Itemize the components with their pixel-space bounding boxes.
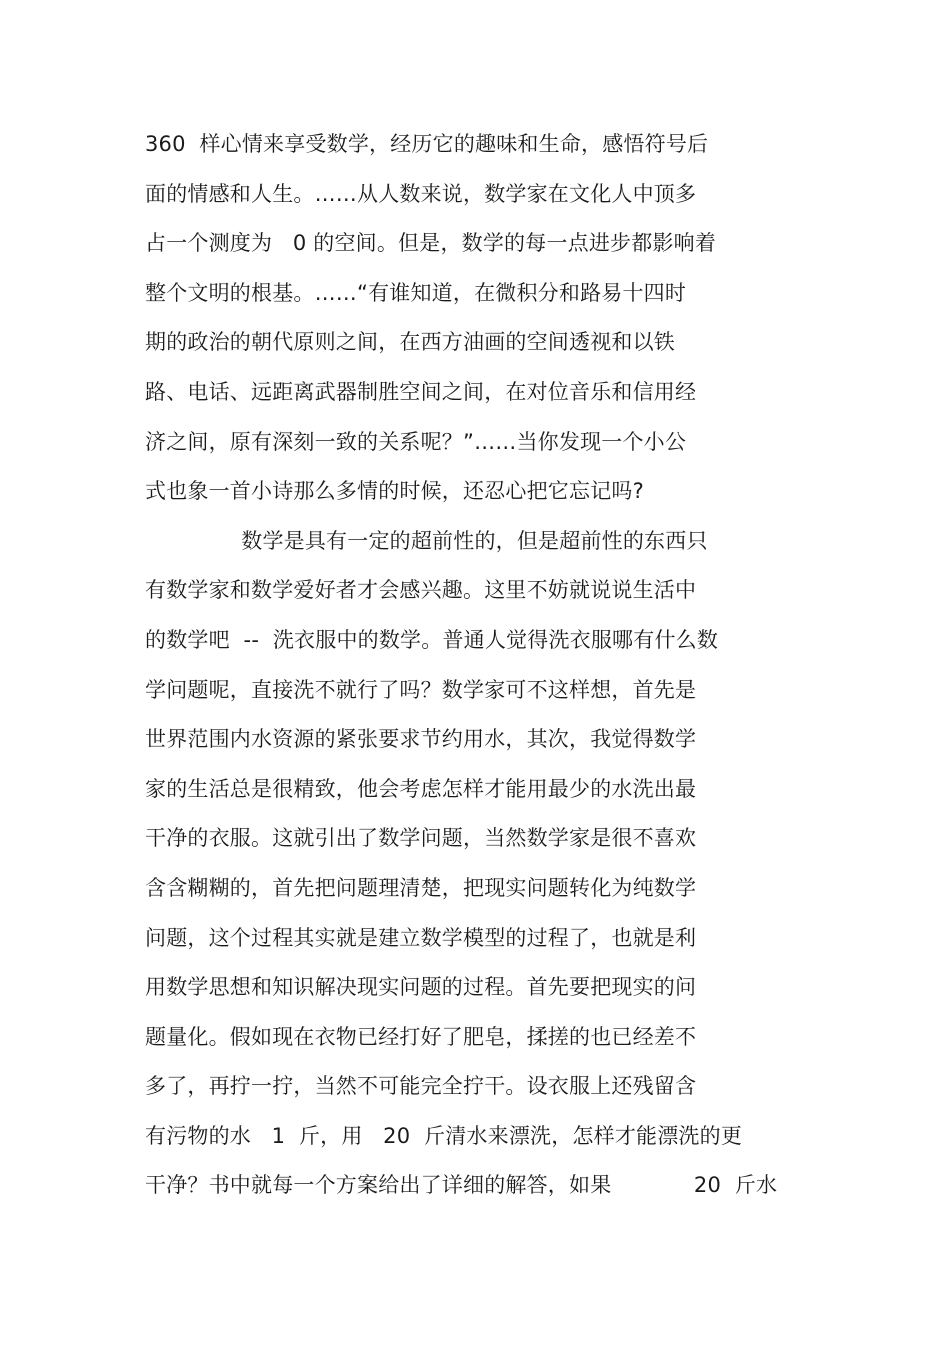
text-line: 含含糊糊的，首先把问题理清楚，把现实问题转化为纯数学 — [145, 875, 697, 900]
text-line: 360 样心情来享受数学，经历它的趣味和生命，感悟符号后 — [145, 132, 709, 156]
text-line: 有数学家和数学爱好者才会感兴趣。这里不妨就说说生活中 — [145, 578, 697, 603]
text-line: 的数学吧 -- 洗衣服中的数学。普通人觉得洗衣服哪有什么数 — [145, 627, 719, 652]
text-line: 整个文明的根基。……“有谁知道，在微积分和路易十四时 — [145, 280, 687, 305]
text-line: 式也象一首小诗那么多情的时候，还忍心把它忘记吗? — [145, 479, 644, 504]
paragraph-start-line: 数学是具有一定的超前性的，但是超前性的东西只 — [145, 528, 708, 553]
text-line: 路、电话、远距离武器制胜空间之间，在对位音乐和信用经 — [145, 379, 697, 404]
text-line: 世界范围内水资源的紧张要求节约用水，其次，我觉得数学 — [145, 727, 697, 752]
text-line: 面的情感和人生。……从人数来说，数学家在文化人中顶多 — [145, 181, 697, 206]
text-line: 干净的衣服。这就引出了数学问题，当然数学家是很不喜欢 — [145, 826, 697, 851]
text-line: 问题，这个过程其实就是建立数学模型的过程了，也就是利 — [145, 925, 697, 950]
text-line: 期的政治的朝代原则之间，在西方油画的空间透视和以铁 — [145, 330, 675, 355]
text-line: 学问题呢，直接洗不就行了吗？数学家可不这样想，首先是 — [145, 677, 697, 702]
text-line: 用数学思想和知识解决现实问题的过程。首先要把现实的问 — [145, 975, 697, 1000]
text-line: 占一个测度为 0 的空间。但是，数学的每一点进步都影响着 — [145, 231, 717, 256]
text-line: 有污物的水 1 斤，用 20 斤清水来漂洗，怎样才能漂洗的更 — [145, 1123, 743, 1148]
text-line: 济之间，原有深刻一致的关系呢？”……当你发现一个小公 — [145, 429, 687, 454]
text-line: 家的生活总是很精致，他会考虑怎样才能用最少的水洗出最 — [145, 776, 697, 801]
body-text — [145, 120, 815, 1211]
text-line: 题量化。假如现在衣物已经打好了肥皂，揉搓的也已经差不 — [145, 1024, 697, 1049]
text-line: 多了，再拧一拧，当然不可能完全拧干。设衣服上还残留含 — [145, 1074, 697, 1099]
text-line: 干净？书中就每一个方案给出了详细的解答，如果 20 斤水 — [145, 1173, 778, 1198]
